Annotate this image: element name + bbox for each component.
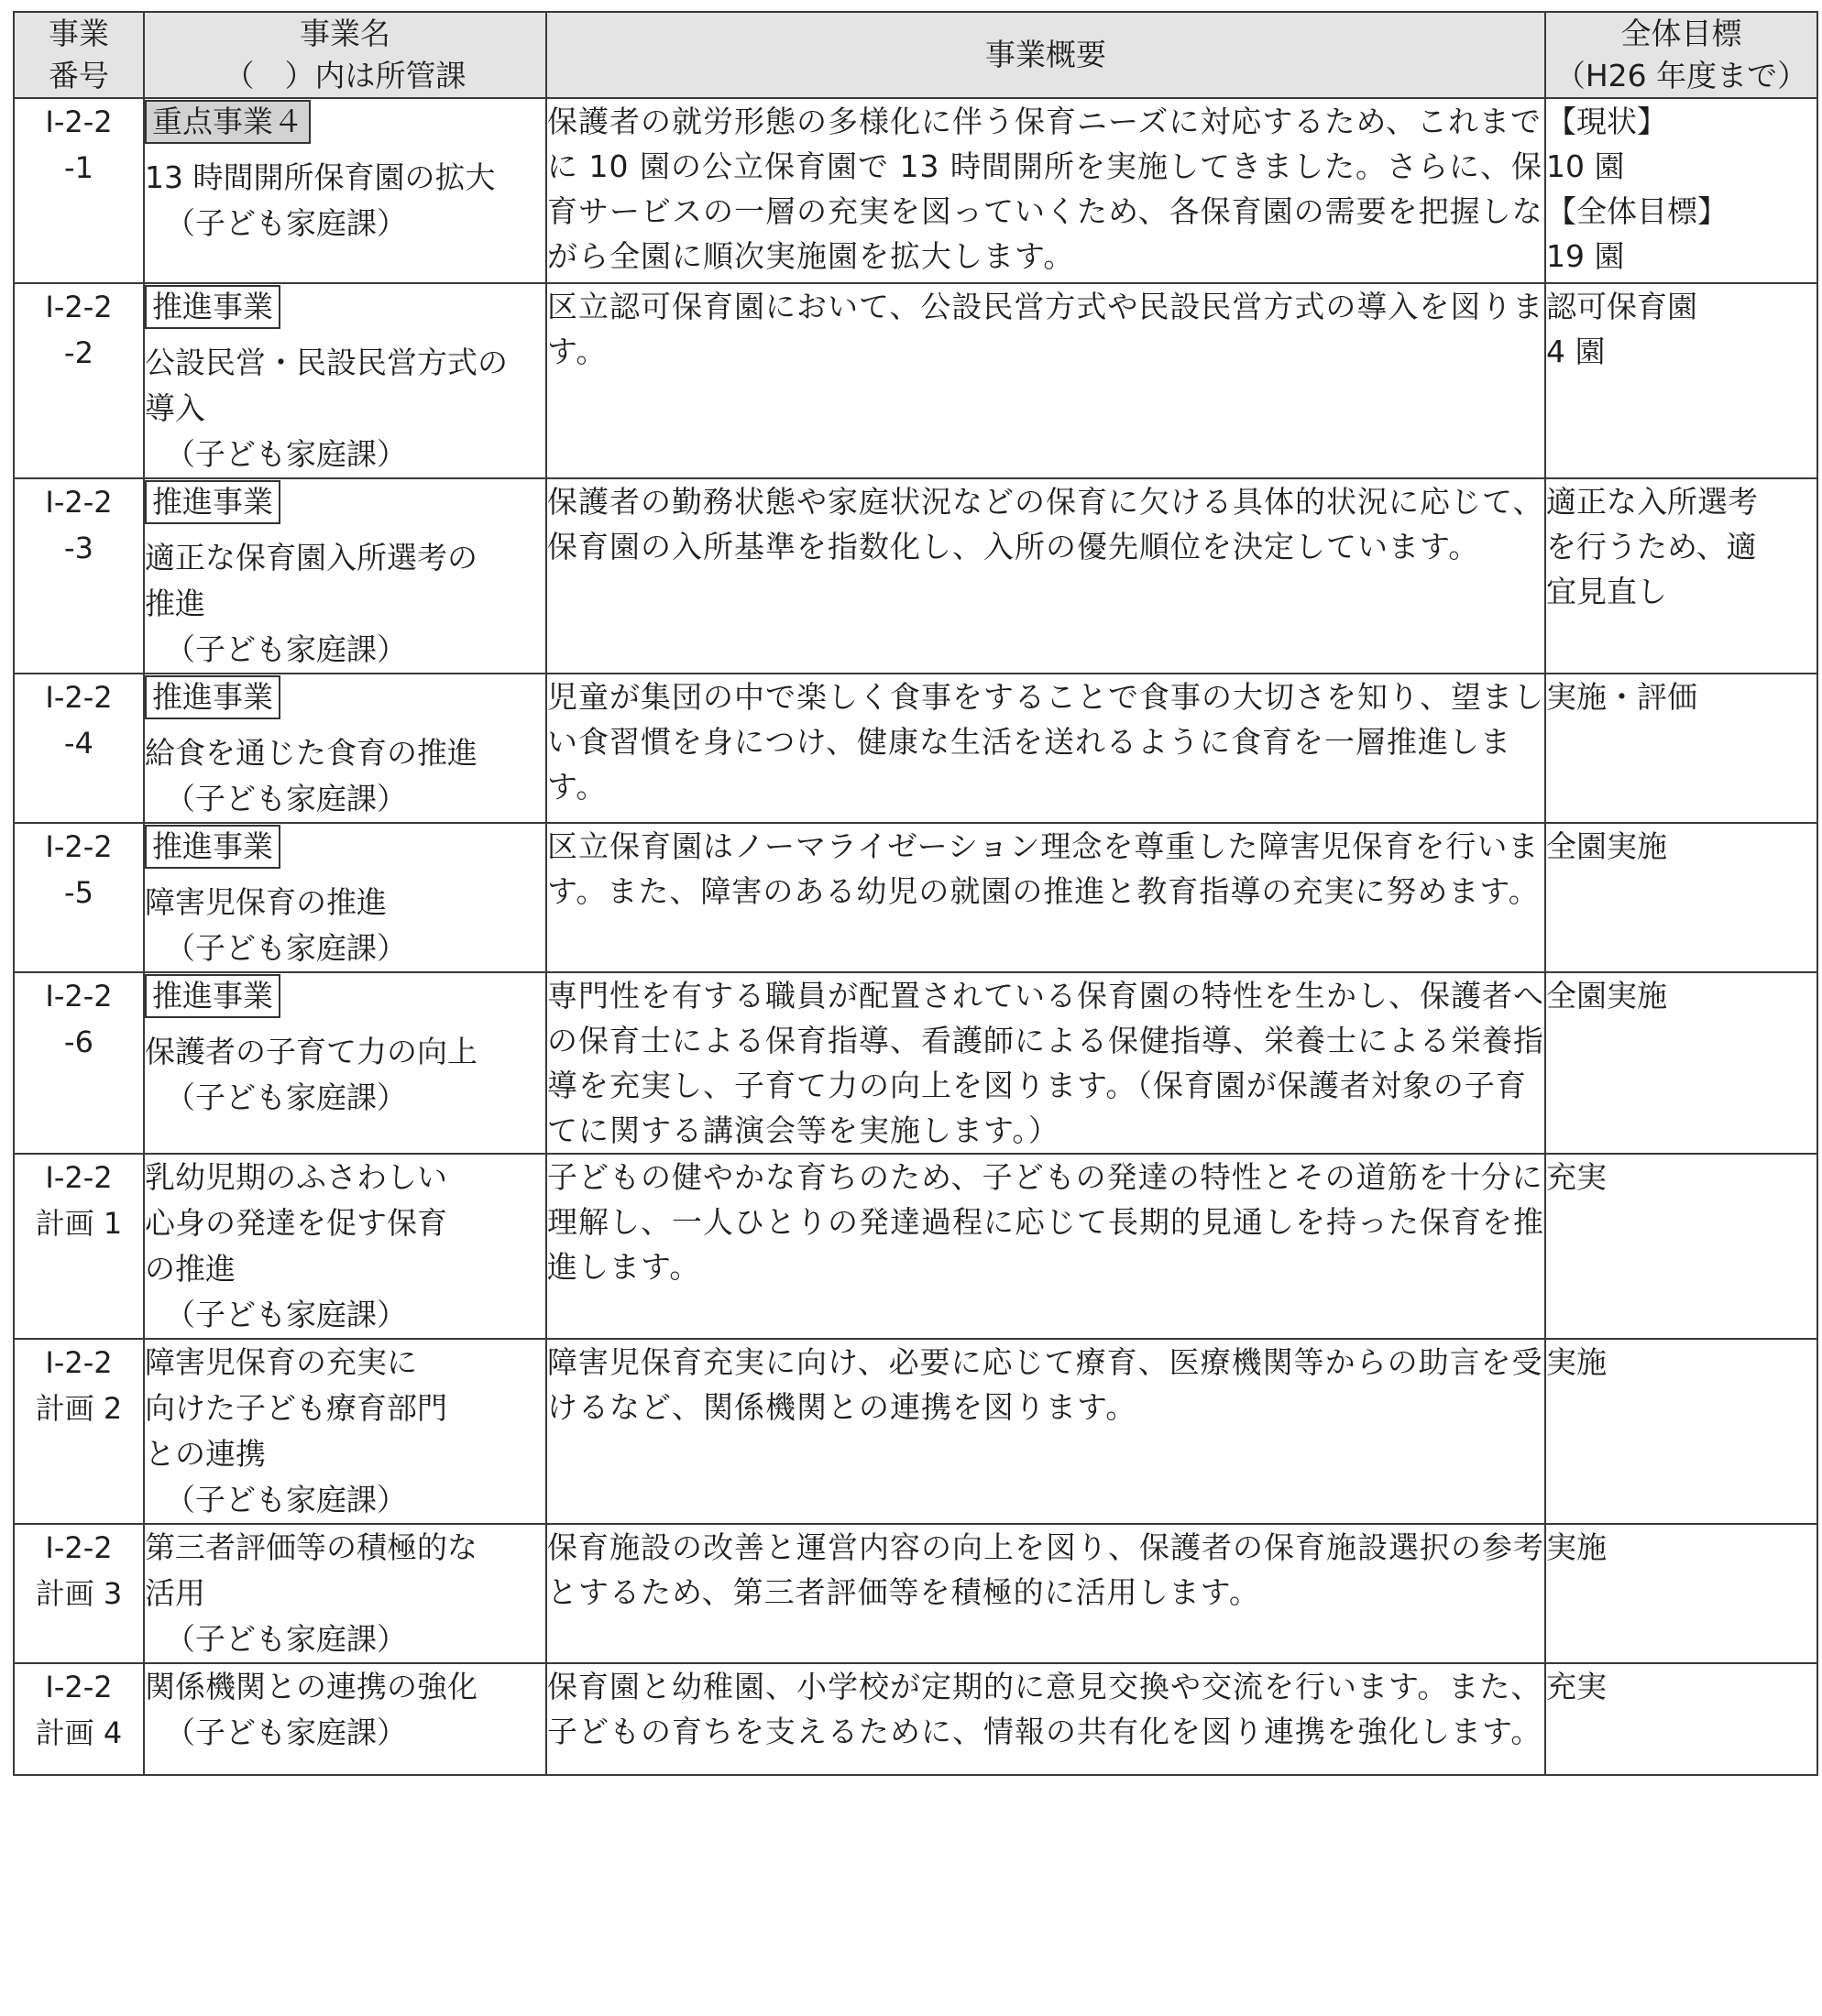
project-name-cell	[144, 98, 546, 283]
project-name-line: 推進	[145, 586, 205, 621]
responsible-department: （子ども家庭課）	[165, 205, 407, 241]
project-number-line: -4	[64, 726, 93, 761]
project-number-line: Ⅰ-2-2	[45, 485, 113, 520]
responsible-department: （子ども家庭課）	[165, 631, 407, 667]
overall-goal-line: 適正な入所選考	[1546, 484, 1758, 520]
project-name-line: 導入	[145, 390, 205, 426]
overall-goal-cell	[1545, 823, 1817, 972]
project-category-badge: 推進事業	[145, 675, 280, 719]
project-number-cell	[14, 1663, 144, 1775]
project-number-cell	[14, 478, 144, 674]
project-summary-cell: 専門性を有する職員が配置されている保育園の特性を生かし、保護者への保育士による保育指導、看護師による保健指導、栄養士による栄養指導を充実し、子育て力の向上を図ります。（保育園が保護者対象の子育てに関する講演会等を実施します。）	[546, 972, 1545, 1154]
overall-goal-cell	[1545, 972, 1817, 1154]
header-project-number: 事業 番号	[14, 12, 144, 98]
table-row	[14, 1524, 1817, 1663]
table-row	[14, 972, 1817, 1154]
table-body	[14, 98, 1817, 1775]
project-category-badge: 推進事業	[145, 974, 280, 1018]
project-name-line: の推進	[145, 1251, 236, 1287]
overall-goal-line: 19 園	[1546, 238, 1625, 274]
project-summary-cell: 障害児保育充実に向け、必要に応じて療育、医療機関等からの助言を受けるなど、関係機関との連携を図ります。	[546, 1339, 1545, 1524]
overall-goal-line: 全園実施	[1546, 828, 1667, 864]
table-row	[14, 674, 1817, 823]
project-number-line: -1	[64, 150, 93, 185]
table-row	[14, 478, 1817, 674]
project-table	[13, 11, 1818, 1776]
responsible-department: （子ども家庭課）	[165, 1079, 407, 1115]
project-number-cell	[14, 674, 144, 823]
project-name-line: 向けた子ども療育部門	[145, 1390, 447, 1426]
table-header-row	[14, 12, 1817, 98]
project-name-line: 保護者の子育て力の向上	[145, 1034, 477, 1069]
overall-goal-line: 【現状】	[1546, 104, 1667, 139]
project-number-cell	[14, 1154, 144, 1339]
overall-goal-line: 充実	[1546, 1159, 1607, 1195]
header-project-name: 事業名 （ ）内は所管課	[144, 12, 546, 98]
project-name-line: との連携	[145, 1436, 266, 1472]
overall-goal-cell	[1545, 1154, 1817, 1339]
project-name-cell	[144, 674, 546, 823]
overall-goal-line: 10 園	[1546, 148, 1625, 184]
responsible-department: （子ども家庭課）	[165, 781, 407, 816]
project-number-cell	[14, 98, 144, 283]
responsible-department: （子ども家庭課）	[165, 436, 407, 472]
project-name-cell	[144, 823, 546, 972]
project-number-line: -6	[64, 1024, 93, 1059]
overall-goal-cell	[1545, 1339, 1817, 1524]
overall-goal-line: 認可保育園	[1546, 289, 1697, 324]
project-name-line: 公設民営・民設民営方式の	[145, 345, 508, 380]
project-number-line: Ⅰ-2-2	[45, 1345, 113, 1380]
overall-goal-line: 4 園	[1546, 334, 1606, 369]
project-number-line: Ⅰ-2-2	[45, 1160, 113, 1195]
table-row	[14, 1663, 1817, 1775]
project-number-line: 計画 2	[35, 1391, 123, 1426]
project-number-cell	[14, 1524, 144, 1663]
project-number-line: -2	[64, 335, 93, 370]
project-summary-cell: 子どもの健やかな育ちのため、子どもの発達の特性とその道筋を十分に理解し、一人ひとりの発達過程に応じて長期的見通しを持った保育を推進します。	[546, 1154, 1545, 1339]
project-number-line: -5	[64, 875, 93, 910]
project-name-line: 13 時間開所保育園の拡大	[145, 159, 496, 195]
project-number-line: Ⅰ-2-2	[45, 680, 113, 715]
project-number-cell	[14, 972, 144, 1154]
responsible-department: （子ども家庭課）	[165, 1621, 407, 1657]
project-name-line: 活用	[145, 1575, 205, 1611]
table-row	[14, 98, 1817, 283]
project-summary-cell: 区立保育園はノーマライゼーション理念を尊重した障害児保育を行います。また、障害のある幼児の就園の推進と教育指導の充実に努めます。	[546, 823, 1545, 972]
overall-goal-cell	[1545, 98, 1817, 283]
project-name-line: 障害児保育の推進	[145, 884, 387, 920]
project-number-line: 計画 1	[35, 1206, 123, 1241]
project-summary-cell: 保護者の就労形態の多様化に伴う保育ニーズに対応するため、これまでに 10 園の公立保育園で 13 時間開所を実施してきました。さらに、保育サービスの一層の充実を図っていくため、各保育園の需要を把握しながら全園に順次実施園を拡大します。	[546, 98, 1545, 283]
project-name-cell	[144, 478, 546, 674]
project-name-line: 心身の発達を促す保育	[145, 1205, 447, 1241]
project-number-line: Ⅰ-2-2	[45, 290, 113, 324]
overall-goal-line: 宜見直し	[1546, 574, 1667, 609]
table-row	[14, 1154, 1817, 1339]
project-name-line: 関係機関との連携の強化	[145, 1669, 477, 1704]
project-name-line: 適正な保育園入所選考の	[145, 540, 477, 575]
project-number-line: Ⅰ-2-2	[45, 829, 113, 864]
header-project-summary: 事業概要	[546, 12, 1545, 98]
table-row	[14, 283, 1817, 478]
project-name-line: 乳幼児期のふさわしい	[145, 1159, 447, 1195]
overall-goal-line: 実施	[1546, 1344, 1607, 1380]
project-number-line: 計画 3	[35, 1576, 123, 1611]
project-name-line: 第三者評価等の積極的な	[145, 1529, 477, 1565]
overall-goal-line: を行うため、適	[1546, 529, 1757, 564]
project-name-cell	[144, 1154, 546, 1339]
project-name-cell	[144, 283, 546, 478]
project-summary-cell: 区立認可保育園において、公設民営方式や民設民営方式の導入を図ります。	[546, 283, 1545, 478]
project-name-cell	[144, 972, 546, 1154]
project-number-cell	[14, 823, 144, 972]
responsible-department: （子ども家庭課）	[165, 1297, 407, 1332]
overall-goal-cell	[1545, 1663, 1817, 1775]
responsible-department: （子ども家庭課）	[165, 930, 407, 966]
project-name-cell	[144, 1524, 546, 1663]
project-number-line: Ⅰ-2-2	[45, 104, 113, 139]
project-category-badge: 推進事業	[145, 480, 280, 524]
project-number-line: 計画 4	[35, 1715, 123, 1750]
project-name-line: 給食を通じた食育の推進	[145, 735, 477, 771]
overall-goal-line: 【全体目標】	[1546, 193, 1728, 229]
project-number-line: Ⅰ-2-2	[45, 1530, 113, 1565]
overall-goal-line: 実施	[1546, 1529, 1607, 1565]
project-category-badge: 推進事業	[145, 825, 280, 869]
project-number-cell	[14, 283, 144, 478]
project-summary-cell: 児童が集団の中で楽しく食事をすることで食事の大切さを知り、望ましい食習慣を身につけ、健康な生活を送れるように食育を一層推進します。	[546, 674, 1545, 823]
responsible-department: （子ども家庭課）	[165, 1715, 407, 1750]
table-row	[14, 823, 1817, 972]
header-overall-goal: 全体目標 （H26 年度まで）	[1545, 12, 1817, 98]
project-name-cell	[144, 1663, 546, 1775]
overall-goal-cell	[1545, 1524, 1817, 1663]
project-summary-cell: 保護者の勤務状態や家庭状況などの保育に欠ける具体的状況に応じて、保育園の入所基準を指数化し、入所の優先順位を決定しています。	[546, 478, 1545, 674]
project-summary-cell: 保育施設の改善と運営内容の向上を図り、保護者の保育施設選択の参考とするため、第三者評価等を積極的に活用します。	[546, 1524, 1545, 1663]
overall-goal-cell	[1545, 283, 1817, 478]
project-number-cell	[14, 1339, 144, 1524]
project-number-line: -3	[64, 531, 93, 565]
project-number-line: Ⅰ-2-2	[45, 979, 113, 1013]
project-summary-cell: 保育園と幼稚園、小学校が定期的に意見交換や交流を行います。また、子どもの育ちを支えるために、情報の共有化を図り連携を強化します。	[546, 1663, 1545, 1775]
project-category-badge: 重点事業４	[145, 100, 311, 144]
responsible-department: （子ども家庭課）	[165, 1482, 407, 1517]
overall-goal-cell	[1545, 674, 1817, 823]
project-number-line: Ⅰ-2-2	[45, 1670, 113, 1704]
overall-goal-cell	[1545, 478, 1817, 674]
project-name-cell	[144, 1339, 546, 1524]
overall-goal-line: 充実	[1546, 1669, 1607, 1704]
project-name-line: 障害児保育の充実に	[145, 1344, 417, 1380]
project-category-badge: 推進事業	[145, 285, 280, 329]
overall-goal-line: 全園実施	[1546, 978, 1667, 1013]
overall-goal-line: 実施・評価	[1546, 679, 1697, 715]
table-row	[14, 1339, 1817, 1524]
